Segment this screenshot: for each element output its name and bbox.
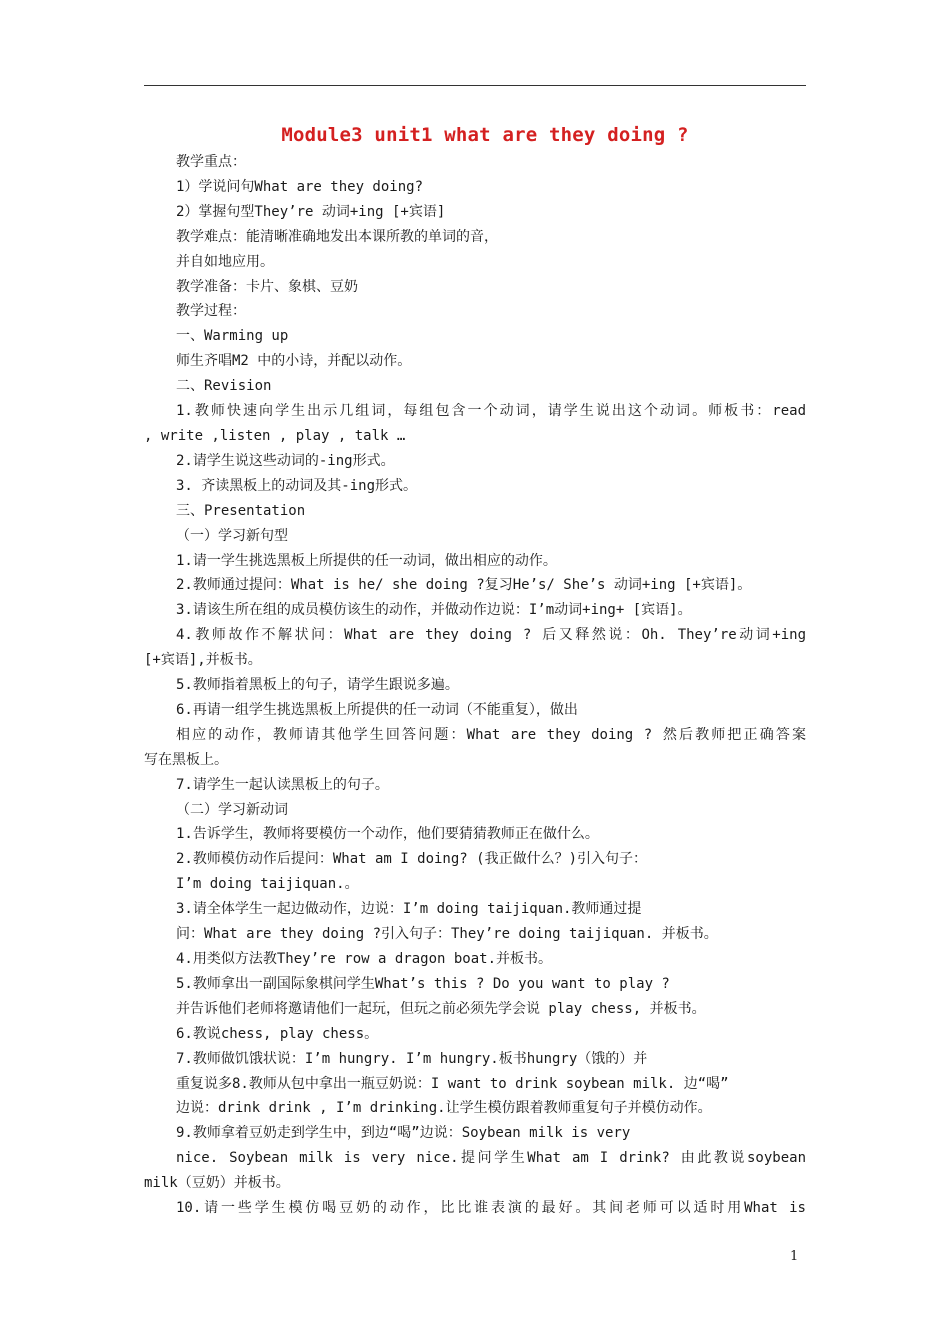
text-line: 三、Presentation — [176, 502, 306, 519]
text-line: 写在黑板上。 — [144, 751, 228, 768]
text-line: 4.用类似方法教They’re row a dragon boat.并板书。 — [176, 951, 553, 967]
text-line: 3.请全体学生一起边做动作，边说：I’m doing taijiquan.教师通过提 — [176, 901, 642, 918]
text-line: 1.告诉学生，教师将要模仿一个动作，他们要猜猜教师正在做什么。 — [176, 826, 599, 843]
text-line: [+宾语],并板书。 — [144, 652, 262, 669]
text-line: 师生齐唱M2 中的小诗，并配以动作。 — [176, 353, 412, 370]
text-line: 边说：drink drink , I’m drinking.让学生模仿跟着教师重复句子并模仿动作。 — [176, 1100, 712, 1117]
text-line: 6.教说chess, play chess。 — [176, 1025, 379, 1042]
text-line: 7.请学生一起认读黑板上的句子。 — [176, 776, 389, 793]
text-line: （二）学习新动词 — [176, 801, 288, 818]
text-line: 2）掌握句型They’re 动词+ing [+宾语] — [176, 203, 446, 220]
text-line: 2.教师通过提问：What is he/ she doing ?复习He’s/ She’s 动词+ing [+宾语]。 — [176, 577, 752, 594]
text-line: 1.请一学生挑选黑板上所提供的任一动词，做出相应的动作。 — [176, 552, 557, 569]
text-line: 重复说多8.教师从包中拿出一瓶豆奶说：I want to drink soybean milk. 边“喝” — [176, 1075, 729, 1092]
text-line: 问：What are they doing ?引入句子：They’re doing taijiquan. 并板书。 — [176, 926, 718, 943]
document-title: Module3 unit1 what are they doing ? — [281, 124, 689, 146]
text-line: 教学准备：卡片、象棋、豆奶 — [176, 278, 358, 295]
text-line: 2.教师模仿动作后提问：What am I doing? (我正做什么？)引入句子： — [176, 851, 648, 868]
text-line: 教学重点： — [176, 154, 246, 170]
header-rule — [144, 85, 806, 86]
text-line: 5.教师拿出一副国际象棋问学生What’s this ? Do you want to play ? — [176, 975, 670, 992]
text-line: 教学过程： — [176, 303, 246, 320]
text-line: 3. 齐读黑板上的动词及其-ing形式。 — [176, 477, 418, 494]
text-line: 2.请学生说这些动词的-ing形式。 — [176, 452, 395, 469]
page-number: 1 — [790, 1249, 799, 1264]
text-line: milk（豆奶）并板书。 — [144, 1175, 290, 1192]
text-line: 一、Warming up — [176, 328, 289, 345]
text-line: 1.教师快速向学生出示几组词，每组包含一个动词，请学生说出这个动词。师板书：read — [176, 403, 806, 420]
text-line: 并告诉他们老师将邀请他们一起玩，但玩之前必须先学会说 play chess, 并板书。 — [176, 1000, 706, 1017]
text-line: 4.教师故作不解状问：What are they doing ? 后又释然说：Oh. They’re动词+ing — [176, 627, 806, 644]
text-line: 7.教师做饥饿状说：I’m hungry. I’m hungry.板书hungry（饿的）并 — [176, 1050, 648, 1067]
text-line: 1）学说问句What are they doing? — [176, 178, 424, 195]
text-line: 二、Revision — [176, 378, 272, 395]
text-line: nice. Soybean milk is very nice.提问学生What am I drink? 由此教说soybean — [176, 1150, 806, 1167]
text-line: 相应的动作，教师请其他学生回答问题：What are they doing ? 然后教师把正确答案 — [176, 726, 806, 743]
text-line: 并自如地应用。 — [176, 253, 274, 270]
text-line: 5.教师指着黑板上的句子，请学生跟说多遍。 — [176, 677, 459, 694]
text-line: （一）学习新句型 — [176, 527, 288, 544]
text-line: 教学难点：能清晰准确地发出本课所教的单词的音， — [176, 228, 498, 245]
text-line: I’m doing taijiquan.。 — [176, 876, 359, 893]
text-line: 9.教师拿着豆奶走到学生中，到边“喝”边说：Soybean milk is very — [176, 1125, 631, 1142]
text-line: 6.再请一组学生挑选黑板上所提供的任一动词（不能重复），做出 — [176, 701, 578, 718]
text-line: 3.请该生所在组的成员模仿该生的动作，并做动作边说：I’m动词+ing+ [宾语]。 — [176, 602, 692, 619]
text-line: , write ,listen , play , talk … — [144, 427, 406, 444]
document-body — [144, 150, 806, 1221]
text-line: 10.请一些学生模仿喝豆奶的动作，比比谁表演的最好。其间老师可以适时用What is — [176, 1200, 806, 1217]
